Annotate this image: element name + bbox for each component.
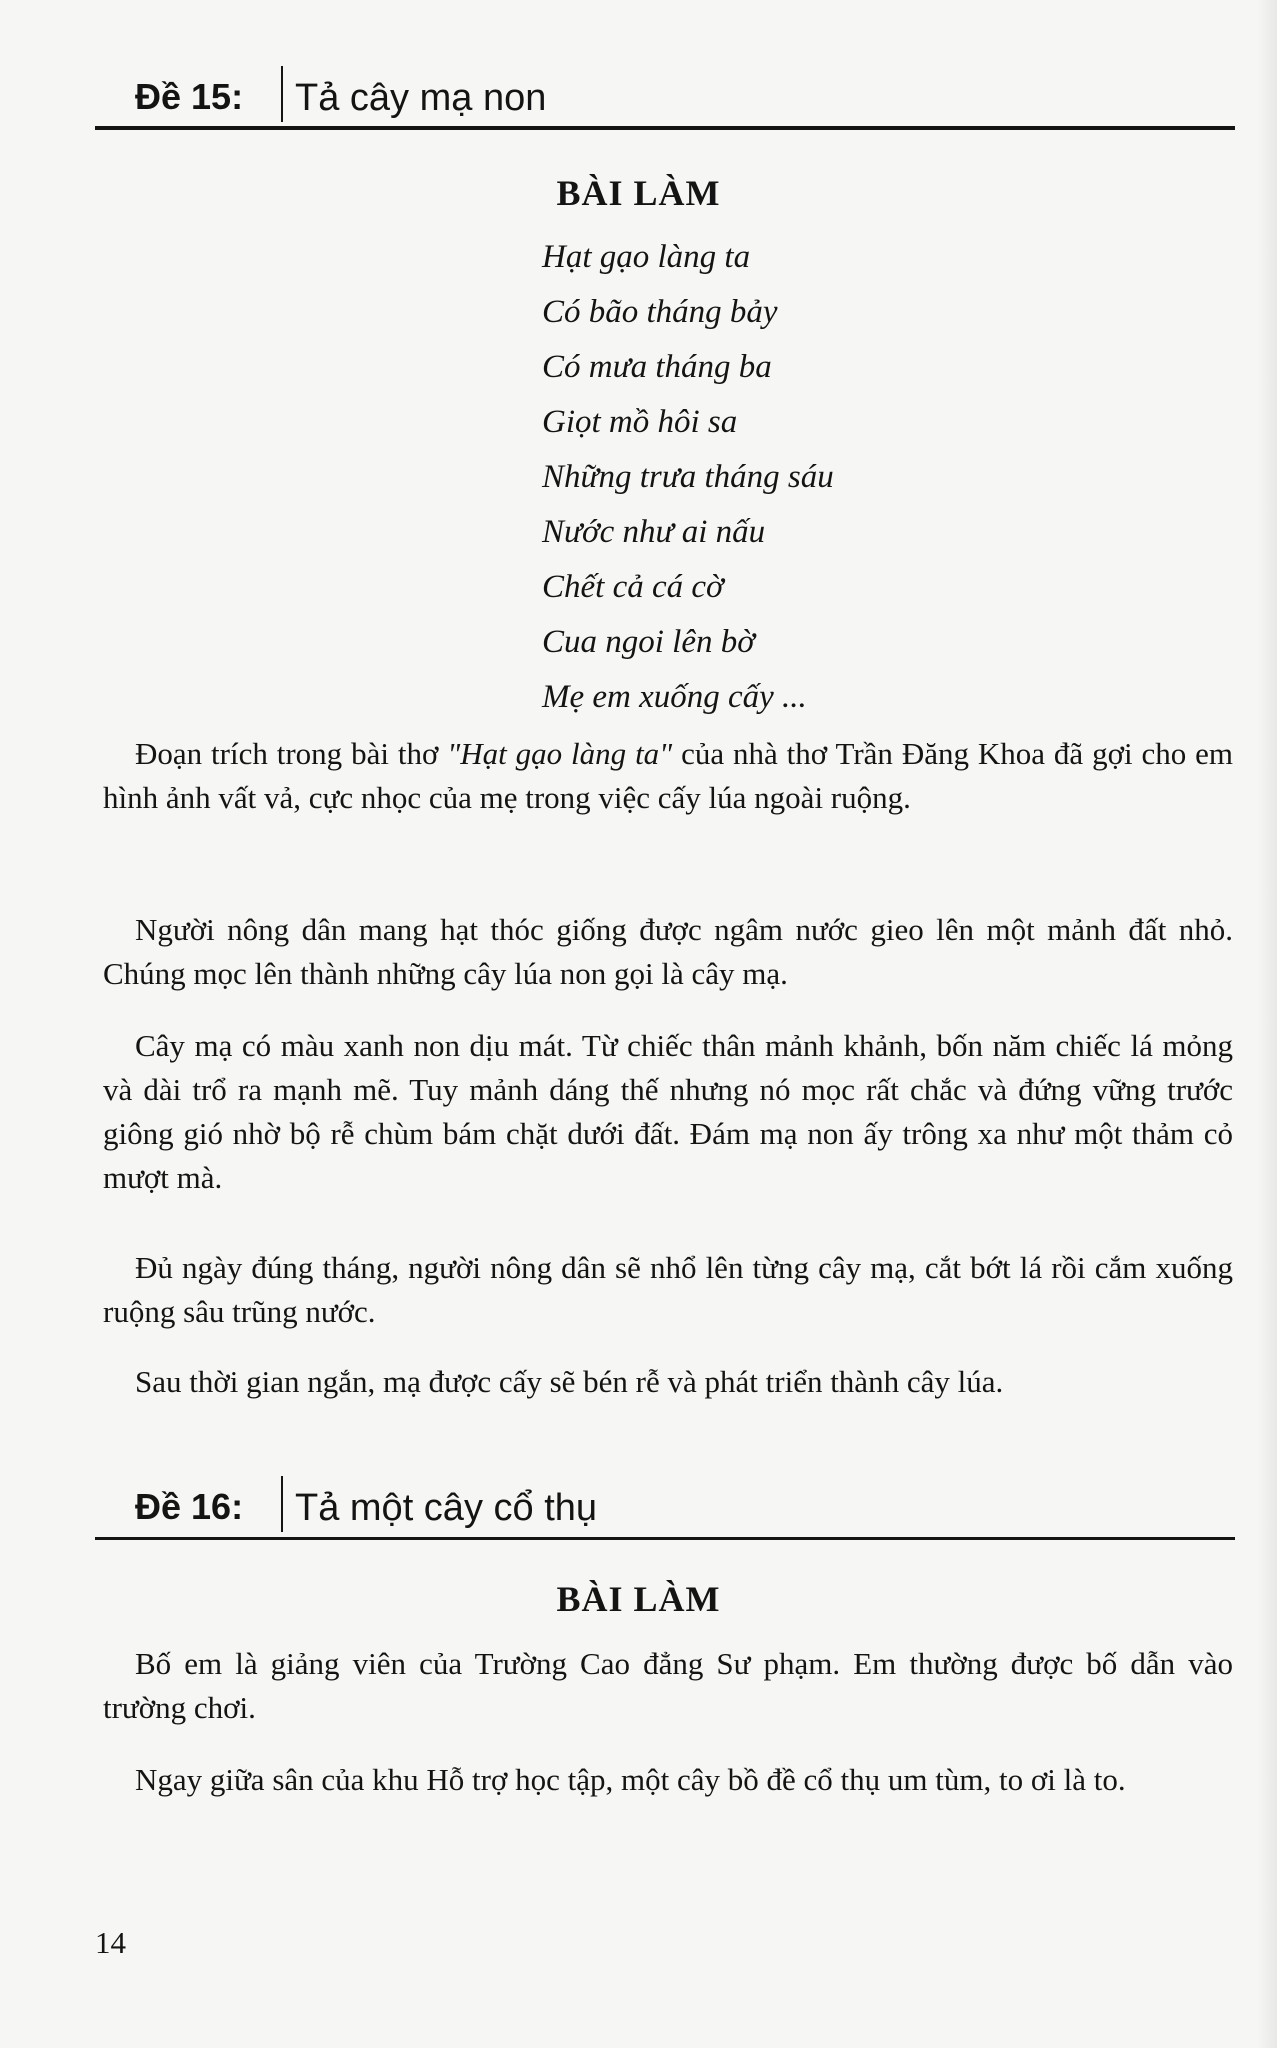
poem-line: Nước như ai nấu xyxy=(542,514,766,550)
section-16-bai-lam: BÀI LÀM xyxy=(556,1579,721,1619)
section-16-number: Đề 16: xyxy=(135,1486,244,1527)
section-16-heading xyxy=(95,1476,1235,1536)
section-15-paragraph-3: Cây mạ có màu xanh non dịu mát. Từ chiếc thân mảnh khảnh, bốn năm chiếc lá mỏng và dài trổ ra mạnh mẽ. Tuy mảnh dáng thế nhưng nó mọc rất chắc và đứng vững trước giông gió nhờ bộ rễ chùm bám chặt dưới đất. Đám mạ non ấy trông xa như một thảm cỏ mượt mà. xyxy=(103,1028,1233,1195)
poem-line: Có mưa tháng ba xyxy=(542,349,772,385)
section-15-bai-lam: BÀI LÀM xyxy=(556,173,721,213)
section-15-paragraph-2: Người nông dân mang hạt thóc giống được ngâm nước gieo lên một mảnh đất nhỏ. Chúng mọc lên thành những cây lúa non gọi là cây mạ. xyxy=(103,912,1233,991)
page-edge-shadow xyxy=(1257,0,1277,2048)
para-text: của nhà thơ Trần Đăng Khoa đã gợi cho em hình ảnh vất vả, cực nhọc của mẹ trong việc cấy lúa ngoài ruộng. xyxy=(103,736,1233,815)
section-15-topic: Tả cây mạ non xyxy=(295,77,547,119)
heading-separator xyxy=(281,66,283,122)
section-16-paragraph-2: Ngay giữa sân của khu Hỗ trợ học tập, một cây bồ đề cổ thụ um tùm, to ơi là to. xyxy=(135,1762,1126,1797)
poem-title: "Hạt gạo làng ta" xyxy=(447,736,673,771)
heading-separator xyxy=(281,1476,283,1532)
poem-line: Có bão tháng bảy xyxy=(542,294,778,330)
heading-rule xyxy=(95,1537,1235,1540)
page-number: 14 xyxy=(95,1925,126,1960)
heading-rule xyxy=(95,126,1235,130)
poem-line: Những trưa tháng sáu xyxy=(542,459,834,495)
section-16-paragraph-1: Bố em là giảng viên của Trường Cao đẳng Sư phạm. Em thường được bố dẫn vào trường chơi. xyxy=(103,1646,1233,1725)
para-text: Đoạn trích trong bài thơ xyxy=(135,736,448,771)
section-15-heading xyxy=(95,66,1235,126)
poem-line: Hạt gạo làng ta xyxy=(542,239,751,275)
poem-line: Chết cả cá cờ xyxy=(542,569,724,605)
poem-excerpt xyxy=(542,230,834,725)
poem-line: Mẹ em xuống cấy ... xyxy=(542,679,807,715)
section-15-paragraph-4: Đủ ngày đúng tháng, người nông dân sẽ nhổ lên từng cây mạ, cắt bớt lá rồi cắm xuống ruộng sâu trũng nước. xyxy=(103,1250,1233,1329)
section-15-paragraph-1 xyxy=(103,732,1233,820)
section-15-number: Đề 15: xyxy=(135,76,244,117)
poem-line: Cua ngoi lên bờ xyxy=(542,624,755,660)
section-16-topic: Tả một cây cổ thụ xyxy=(295,1487,598,1529)
section-15-paragraph-5: Sau thời gian ngắn, mạ được cấy sẽ bén rễ và phát triển thành cây lúa. xyxy=(135,1364,1004,1399)
poem-line: Giọt mồ hôi sa xyxy=(542,404,738,440)
